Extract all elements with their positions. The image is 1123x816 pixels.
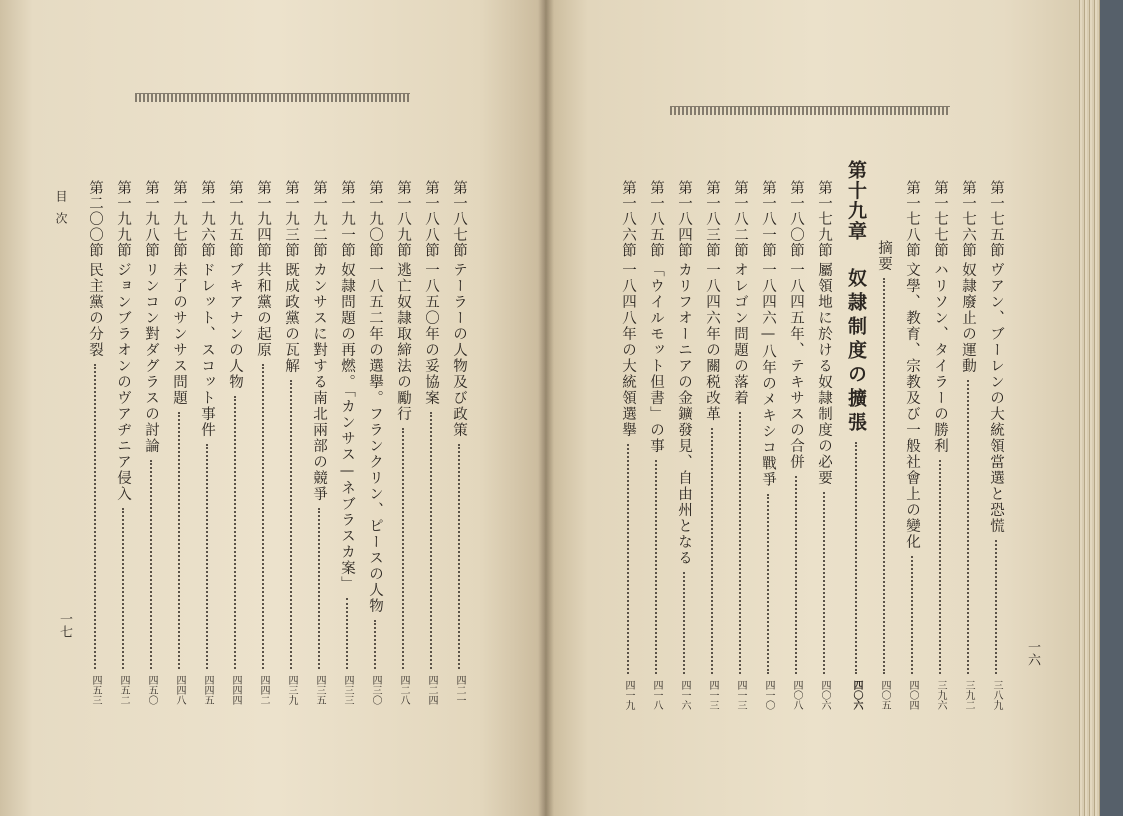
chapter-heading [841,160,867,710]
toc-entry [168,180,190,705]
toc-entry [785,180,807,710]
toc-entry [84,180,106,705]
top-ornament-rule [135,93,410,102]
section-number: 第一九二節 [311,180,327,259]
dot-leader [178,412,180,669]
book-cover-edge [1100,0,1123,816]
entry-page: 四三五 [314,675,325,705]
toc-entry [336,180,358,705]
dot-leader [262,364,264,669]
toc-entry [985,180,1007,710]
entry-page: 四五〇 [146,675,157,705]
entry-page: 四一九 [623,680,634,710]
toc-entry [957,180,979,710]
entry-page: 四四五 [202,675,213,705]
toc-entry [112,180,134,705]
entry-page: 四二八 [398,675,409,705]
section-number: 第一八四節 [676,180,692,259]
dot-leader [94,364,96,669]
entry-page: 三九二 [963,680,974,710]
dot-leader [739,412,741,674]
dot-leader [318,508,320,669]
toc-entry [448,180,470,705]
chapter-number: 第十九章 [845,160,867,241]
toc-entry [140,180,162,705]
entry-title: ドレット、スコット事件 [199,262,215,438]
chapter-title: 奴隷制度の擴張 [845,268,867,436]
toc-entry [813,180,835,710]
toc-entry [645,180,667,710]
dot-leader [883,278,885,674]
dot-leader [795,476,797,674]
section-number: 第一八〇節 [788,180,804,259]
section-number: 第一九〇節 [367,180,383,259]
book-spine-shadow [538,0,554,816]
entry-page: 四三三 [342,675,353,705]
toc-entry [617,180,639,710]
entry-page: 四一六 [679,680,690,710]
toc-entry [308,180,330,705]
dot-leader [995,540,997,674]
toc-entry [901,180,923,710]
entry-title: 既成政黨の瓦解 [283,262,299,374]
toc-entry [701,180,723,710]
section-number: 第一八七節 [451,180,467,259]
section-number: 第一七八節 [904,180,920,259]
dot-leader [655,460,657,674]
section-number: 第一七七節 [932,180,948,259]
toc-entry [673,180,695,710]
section-number: 第一八六節 [620,180,636,259]
section-number: 第一八三節 [704,180,720,259]
toc-entry [729,180,751,710]
dot-leader [711,428,713,674]
entry-title: 逃亡奴隷取締法の勵行 [395,262,411,422]
entry-title: 一八四八年の大統領選擧 [620,262,636,438]
section-number: 第一九九節 [115,180,131,259]
toc-entry [196,180,218,705]
page-number: 一六 [1025,640,1040,666]
entry-title: 一八五〇年の妥協案 [423,262,439,406]
dot-leader [290,380,292,669]
dot-leader [967,380,969,674]
toc-entry [364,180,386,705]
dot-leader [122,508,124,669]
entry-page: 三九六 [935,680,946,710]
dot-leader [911,556,913,674]
entry-page: 四四八 [174,675,185,705]
toc-entry [929,180,951,710]
entry-page: 四三九 [286,675,297,705]
summary-title: 摘要 [876,240,892,272]
running-head: 目次 [54,190,68,234]
dot-leader [855,442,857,674]
section-number: 第一八八節 [423,180,439,259]
section-number: 第一九一節 [339,180,355,259]
section-number: 第一九六節 [199,180,215,259]
section-number: 第一七九節 [816,180,832,259]
entry-title: 民主黨の分裂 [87,262,103,358]
summary-entry [873,240,895,710]
entry-page: 四〇六 [851,680,862,710]
section-number: 第一八九節 [395,180,411,259]
section-number: 第一九七節 [171,180,187,259]
toc-entry [757,180,779,710]
entry-page: 四四二 [258,675,269,705]
entry-page: 四〇六 [819,680,830,710]
entry-page: 四五三 [90,675,101,705]
right-page [545,0,1085,816]
entry-page: 四二一 [454,675,465,705]
entry-title: 奴隷問題の再燃。「カンサス—ネブラスカ案」 [339,262,355,593]
section-number: 第一七五節 [988,180,1004,259]
entry-title: カンサスに對する南北兩部の競爭 [311,262,327,502]
dot-leader [402,428,404,669]
entry-title: 奴隷廢止の運動 [960,262,976,374]
dot-leader [683,572,685,674]
entry-title: ブキアナンの人物 [227,262,243,390]
section-number: 第一九三節 [283,180,299,259]
entry-title: 未了のサンサス問題 [171,262,187,406]
dot-leader [234,396,236,669]
toc-entry [392,180,414,705]
dot-leader [150,460,152,669]
entry-title: 共和黨の起原 [255,262,271,358]
section-number: 第一九五節 [227,180,243,259]
toc-entry [280,180,302,705]
top-ornament-rule [670,106,950,115]
dot-leader [939,460,941,674]
entry-title: 文學、教育、宗教及び一般社會上の變化 [904,262,920,550]
entry-page: 四二四 [426,675,437,705]
toc-entry [224,180,246,705]
dot-leader [430,412,432,669]
entry-title: ジョンブラオンのヴアヂニア侵入 [115,262,131,502]
section-number: 第一七六節 [960,180,976,259]
dot-leader [346,598,348,669]
section-number: 第二〇〇節 [87,180,103,259]
entry-title: 一八五二年の選擧。フランクリン、ピースの人物 [367,262,383,614]
entry-page: 四一三 [707,680,718,710]
entry-title: ハリソン、タイラーの勝利 [932,262,948,454]
entry-page: 四三〇 [370,675,381,705]
entry-page: 四〇五 [879,680,890,710]
entry-title: 一八四六年の關税改革 [704,262,720,422]
entry-page: 四一八 [651,680,662,710]
entry-page: 四一三 [735,680,746,710]
entry-title: カリフオーニアの金鑛發見、自由州となる [676,262,692,566]
entry-page: 四〇八 [791,680,802,710]
entry-page: 四一〇 [763,680,774,710]
toc-entry [420,180,442,705]
entry-title: テーラーの人物及び政策 [451,262,467,438]
dot-leader [374,620,376,669]
entry-title: リンコン對ダグラスの討論 [143,262,159,454]
entry-title: オレゴン問題の落着 [732,262,748,406]
dot-leader [206,444,208,669]
entry-title: 「ウイルモット但書」の事 [648,262,664,454]
entry-page: 三八九 [991,680,1002,710]
entry-title: 一八四五年、テキサスの合併 [788,262,804,470]
entry-page: 四〇四 [907,680,918,710]
section-number: 第一八一節 [760,180,776,259]
entry-page: 四四四 [230,675,241,705]
dot-leader [767,494,769,675]
entry-title: ヴアン、ブーレンの大統領當選と恐慌 [988,262,1004,534]
entry-page: 四五二 [118,675,129,705]
left-page [0,0,545,816]
dot-leader [823,492,825,674]
entry-title: 一八四六—八年のメキシコ戰爭 [760,262,776,488]
section-number: 第一九八節 [143,180,159,259]
page-number: 一七 [57,612,72,638]
toc-entry [252,180,274,705]
entry-title: 屬領地に於ける奴隷制度の必要 [816,262,832,486]
dot-leader [627,444,629,674]
section-number: 第一八二節 [732,180,748,259]
section-number: 第一九四節 [255,180,271,259]
section-number: 第一八五節 [648,180,664,259]
dot-leader [458,444,460,669]
